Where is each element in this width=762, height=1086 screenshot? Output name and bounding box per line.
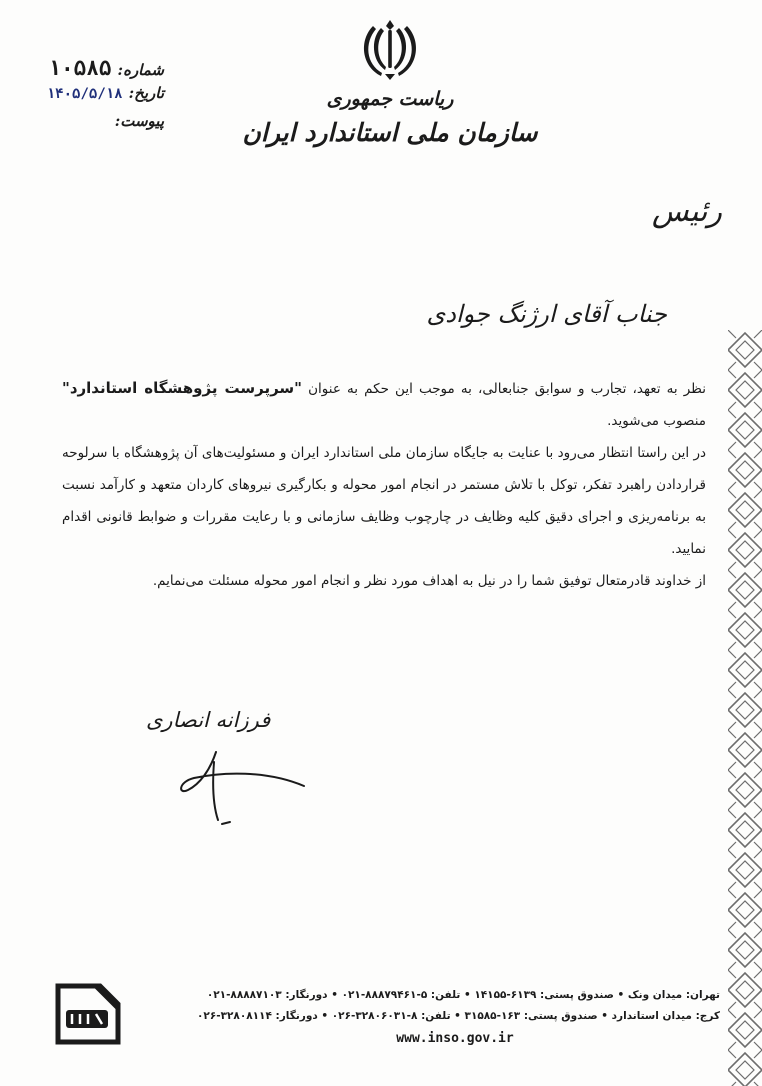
karaj-address: کرج: میدان استاندارد • صندوق پستی: ۱۶۳-۳۱۵۸۵ • تلفن: ۸-۳۲۸۰۶۰۳۱-۰۲۶ • دورنگار: ۳۲۸۰۸۱۱۴-۰۲۶: [197, 1010, 720, 1022]
letter-number-row: [14, 56, 164, 84]
iran-emblem-icon: [359, 16, 421, 82]
recipient-name: جناب آقای ارژنگ جوادی: [426, 300, 667, 328]
tehran-address: تهران: میدان ونک • صندوق پستی: ۶۱۳۹-۱۴۱۵۵ • تلفن: ۵-۸۸۸۷۹۴۶۱-۰۲۱ • دورنگار: ۸۸۸۸۷۱۰۳-۰۲۱: [206, 989, 720, 1001]
body-paragraph-2: در این راستا انتظار می‌رود با عنایت به جایگاه سازمان ملی استاندارد ایران و مسئولیت‌های آن پژوهشگاه با سرلوحه قراردادن راهبرد تفکر، توکل با تلاش مستمر در انجام امور محوله و بکارگیری نیروهای کاردان متعهد و کارآمد نسبت به برنامه‌ریزی و اجرای دقیق کلیه وظایف در چارچوب وظایف سازمانی و با رعایت مقررات و ضوابط قانونی اقدام نمایید.: [62, 445, 706, 557]
website-url: www.inso.gov.ir: [396, 1031, 514, 1046]
letter-meta: [14, 56, 164, 140]
organization-name: سازمان ملی استاندارد ایران: [242, 118, 538, 147]
signer-name: فرزانه انصاری: [146, 708, 271, 732]
attachment-label: پیوست:: [114, 112, 164, 130]
body-paragraph-1: [62, 372, 706, 437]
letter-date-label: تاریخ:: [128, 84, 164, 102]
inso-logo-icon: [50, 980, 124, 1050]
body-paragraph-3: از خداوند قادرمتعال توفیق شما را در نیل به اهداف مورد نظر و انجام امور محوله مسئلت می‌نمایم.: [152, 573, 706, 589]
letter-number-value: ۱۰۵۸۵: [48, 56, 112, 80]
letter-date-value: ۱۴۰۵/۵/۱۸: [46, 86, 123, 102]
presidency-title: ریاست جمهوری: [326, 88, 454, 110]
appointment-title: "سرپرست پژوهشگاه استاندارد": [62, 379, 302, 397]
letter-heading: رئیس: [651, 194, 722, 229]
attachment-row: [14, 112, 164, 140]
body-paragraph-1-start: نظر به تعهد، تجارب و سوابق جنابعالی، به موجب این حکم به عنوان: [302, 381, 706, 397]
handwritten-signature: [170, 748, 310, 838]
letter-footer: [190, 985, 720, 1046]
letterhead: [240, 16, 540, 147]
body-paragraph-1-end: منصوب می‌شوید.: [607, 413, 706, 429]
decorative-border: [728, 330, 762, 1086]
letter-date-row: [14, 84, 164, 112]
letter-number-label: شماره:: [117, 61, 164, 79]
letter-body: [62, 372, 706, 597]
